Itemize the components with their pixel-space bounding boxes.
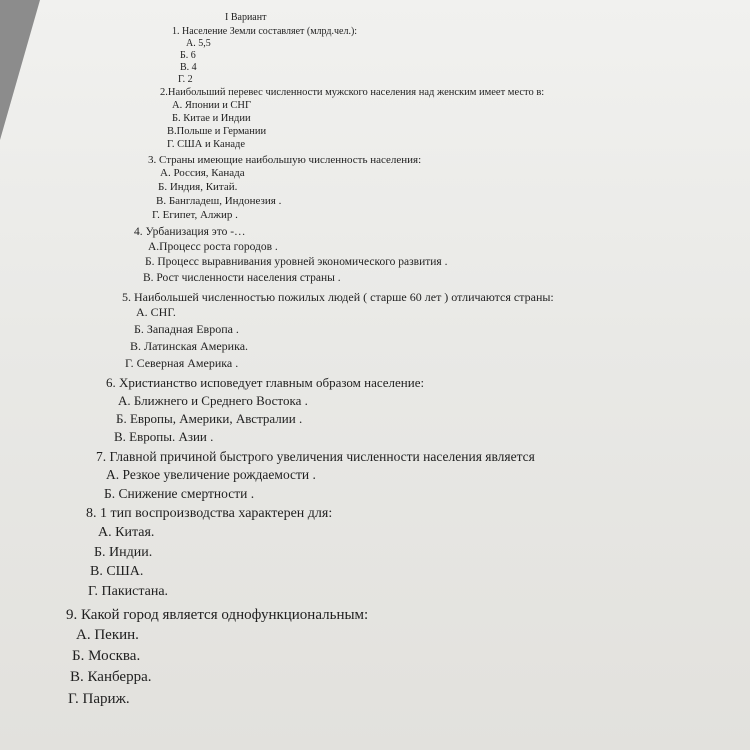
q6-option-c: В. Европы. Азии .: [114, 429, 214, 444]
q1-option-b: Б. 6: [180, 50, 196, 61]
q8-option-b: Б. Индии.: [94, 545, 153, 560]
question-3: 3. Страны имеющие наибольшую численность населения:: [148, 154, 422, 166]
q9-option-c: В. Канберра.: [70, 669, 152, 685]
q9-option-b: Б. Москва.: [72, 648, 141, 664]
q3-option-d: Г. Египет, Алжир .: [152, 209, 238, 221]
question-4: 4. Урбанизация это -…: [134, 226, 246, 238]
q9-option-d: Г. Париж.: [68, 691, 130, 707]
question-8: 8. 1 тип воспроизводства характерен для:: [86, 506, 333, 521]
q2-option-b: Б. Китае и Индии: [172, 113, 251, 124]
q9-option-a: А. Пекин.: [76, 627, 139, 643]
q4-option-c: В. Рост численности населения страны .: [143, 272, 341, 284]
q4-option-b: Б. Процесс выравнивания уровней экономического развития .: [145, 256, 448, 268]
question-9: 9. Какой город является однофункциональным:: [66, 607, 369, 623]
q2-option-d: Г. США и Канаде: [167, 139, 245, 150]
q2-option-a: А. Японии и СНГ: [172, 100, 252, 111]
q1-option-a: А. 5,5: [186, 38, 211, 49]
question-7: 7. Главной причиной быстрого увеличения численности населения является: [96, 449, 535, 464]
q7-option-b: Б. Снижение смертности .: [104, 486, 255, 501]
q8-option-c: В. США.: [90, 564, 144, 579]
q4-option-a: А.Процесс роста городов .: [148, 241, 278, 253]
q5-option-d: Г. Северная Америка .: [125, 356, 239, 370]
q8-option-d: Г. Пакистана.: [88, 584, 169, 599]
q8-option-a: А. Китая.: [98, 525, 155, 540]
q6-option-b: Б. Европы, Америки, Австралии .: [116, 411, 303, 426]
question-5: 5. Наибольшей численностью пожилых людей ( старше 60 лет ) отличаются страны:: [122, 290, 554, 304]
q3-option-c: В. Бангладеш, Индонезия .: [156, 195, 282, 207]
q2-option-c: В.Польше и Германии: [167, 126, 267, 137]
q3-option-b: Б. Индия, Китай.: [158, 181, 238, 193]
question-2: 2.Наибольший перевес численности мужского населения над женским имеет место в:: [160, 87, 545, 98]
q7-option-a: А. Резкое увеличение рождаемости .: [106, 467, 316, 482]
question-6: 6. Христианство исповедует главным образом население:: [106, 375, 425, 390]
variant-title: I Вариант: [225, 12, 267, 23]
q5-option-a: А. СНГ.: [136, 305, 176, 319]
q5-option-b: Б. Западная Европа .: [134, 322, 239, 336]
q1-option-c: В. 4: [180, 62, 197, 73]
q3-option-a: А. Россия, Канада: [160, 167, 245, 179]
q1-option-d: Г. 2: [178, 74, 193, 85]
question-1: 1. Население Земли составляет (млрд.чел.):: [172, 26, 358, 37]
q6-option-a: А. Ближнего и Среднего Востока .: [118, 393, 308, 408]
q5-option-c: В. Латинская Америка.: [130, 339, 249, 353]
